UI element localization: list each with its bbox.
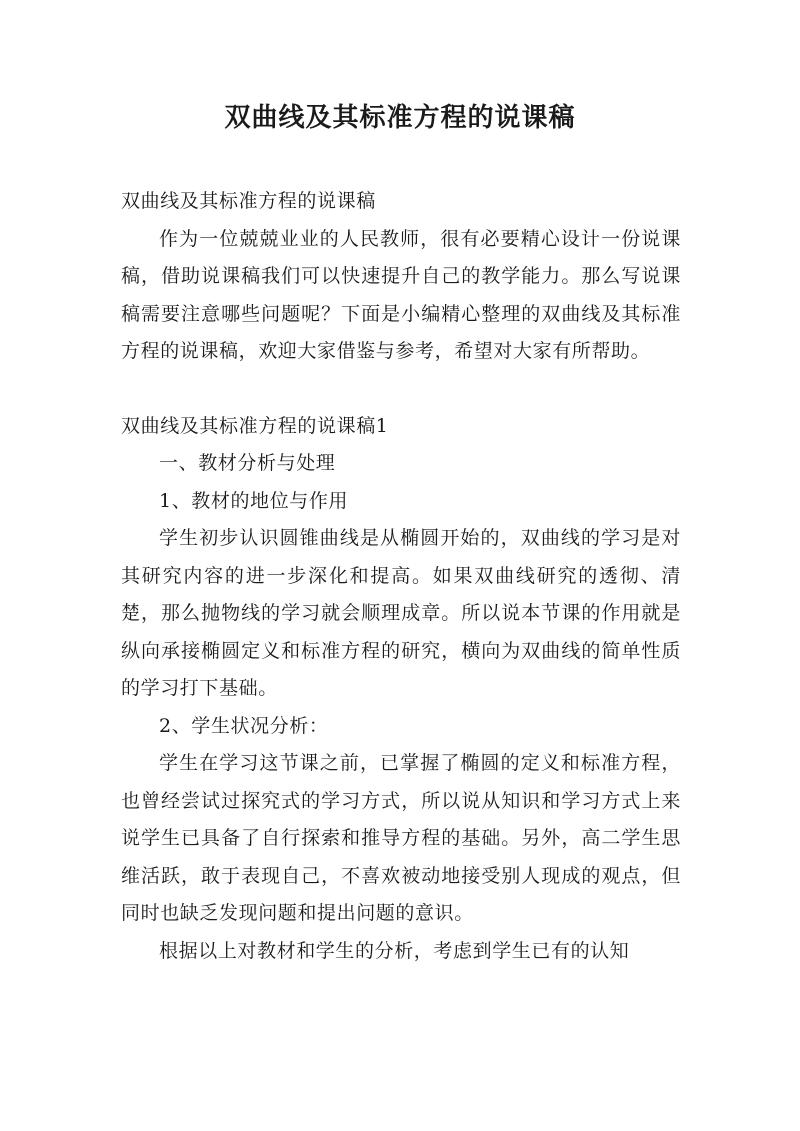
subsection-heading: 2、学生状况分析：: [159, 714, 329, 737]
body-paragraph: 根据以上对教材和学生的分析，考虑到学生已有的认知: [159, 939, 630, 962]
section-heading: 双曲线及其标准方程的说课稿1: [121, 414, 389, 437]
body-paragraph: 学生初步认识圆锥曲线是从椭圆开始的，双曲线的学习是对其研究内容的进一步深化和提高。如果双曲线研究的透彻、清楚，那么抛物线的学习就会顺理成章。所以说本节课的作用就是纵向承接椭圆定义和标准方程的研究，横向为双曲线的简单性质的学习打下基础。: [121, 527, 681, 699]
document-title: 双曲线及其标准方程的说课稿: [224, 103, 576, 133]
paragraph-spacer: [121, 371, 681, 408]
subtitle-paragraph: 双曲线及其标准方程的说课稿: [121, 190, 376, 212]
subsection-heading: 1、教材的地位与作用: [159, 489, 349, 512]
intro-paragraph: 作为一位兢兢业业的人民教师，很有必要精心设计一份说课稿，借助说课稿我们可以快速提升自己的教学能力。那么写说课稿需要注意哪些问题呢？下面是小编精心整理的双曲线及其标准方程的说课稿，欢迎大家借鉴与参考，希望对大家有所帮助。: [121, 227, 681, 362]
document-body: [121, 183, 681, 970]
chapter-heading: 一、教材分析与处理: [159, 452, 336, 474]
body-paragraph: 学生在学习这节课之前，已掌握了椭圆的定义和标准方程，也曾经尝试过探究式的学习方式，所以说从知识和学习方式上来说学生已具备了自行探索和推导方程的基础。另外，高二学生思维活跃，敢于表现自己，不喜欢被动地接受别人现成的观点，但同时也缺乏发现问题和提出问题的意识。: [121, 752, 681, 924]
